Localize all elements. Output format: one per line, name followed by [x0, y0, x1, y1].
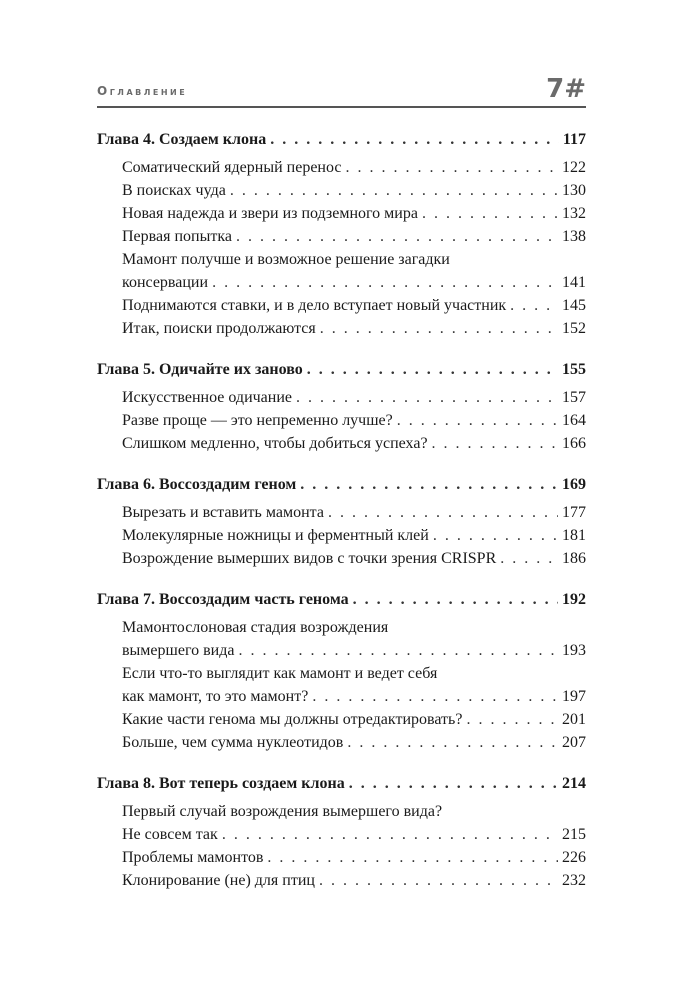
- toc-entry[interactable]: [122, 708, 586, 731]
- dot-leader: [236, 225, 558, 248]
- entry-page: 186: [562, 550, 586, 567]
- toc-entry[interactable]: [122, 846, 586, 869]
- entry-page: 138: [562, 228, 586, 245]
- toc-entry[interactable]: [122, 524, 586, 547]
- toc-entry[interactable]: [122, 800, 586, 846]
- chapter-page: 169: [562, 476, 586, 493]
- toc-entry[interactable]: [122, 248, 586, 294]
- entry-page: 130: [562, 182, 586, 199]
- entry-title: Слишком медленно, чтобы добиться успеха?: [122, 435, 428, 452]
- entry-title: Не совсем так: [122, 826, 218, 843]
- page-number: 7#: [546, 74, 586, 104]
- toc-entry[interactable]: [122, 432, 586, 455]
- entry-title: Итак, поиски продолжаются: [122, 320, 316, 337]
- toc-entry[interactable]: [122, 156, 586, 179]
- chapter-block: [97, 473, 586, 570]
- toc-entry[interactable]: [122, 869, 586, 892]
- dot-leader: [328, 501, 558, 524]
- entry-title: Какие части генома мы должны отредактировать?: [122, 711, 463, 728]
- chapter-block: [97, 128, 586, 340]
- entry-title: Больше, чем сумма нуклеотидов: [122, 734, 344, 751]
- table-of-contents: [97, 128, 586, 910]
- chapter-page: 192: [562, 591, 586, 608]
- entry-title: Соматический ядерный перенос: [122, 159, 342, 176]
- entry-title: Поднимаются ставки, и в дело вступает новый участник: [122, 297, 507, 314]
- entry-page: 232: [562, 872, 586, 889]
- entry-title: Возрождение вымерших видов с точки зрения CRISPR: [122, 550, 497, 567]
- toc-entry[interactable]: [122, 662, 586, 708]
- page-header: [97, 66, 586, 108]
- entry-title: Первая попытка: [122, 228, 232, 245]
- toc-entry[interactable]: [122, 294, 586, 317]
- entry-title: вымершего вида: [122, 642, 235, 659]
- entry-title-line1: Первый случай возрождения вымершего вида?: [122, 803, 443, 820]
- entry-page: 207: [562, 734, 586, 751]
- dot-leader: [345, 156, 558, 179]
- dot-leader: [500, 547, 558, 570]
- toc-entry[interactable]: [122, 179, 586, 202]
- chapter-title: Глава 7. Воссоздадим часть генома: [97, 591, 349, 608]
- dot-leader: [267, 846, 558, 869]
- entry-page: 197: [562, 688, 586, 705]
- toc-entry[interactable]: [122, 202, 586, 225]
- dot-leader: [397, 409, 558, 432]
- dot-leader: [312, 685, 558, 708]
- dot-leader: [300, 473, 558, 496]
- chapter-block: [97, 588, 586, 754]
- entry-page: 201: [562, 711, 586, 728]
- dot-leader: [296, 386, 558, 409]
- dot-leader: [466, 708, 558, 731]
- entry-page: 226: [562, 849, 586, 866]
- entry-title: Проблемы мамонтов: [122, 849, 264, 866]
- entry-page: 122: [562, 159, 586, 176]
- dot-leader: [212, 271, 558, 294]
- toc-entry[interactable]: [122, 225, 586, 248]
- dot-leader: [320, 317, 558, 340]
- entry-title: Разве проще — это непременно лучше?: [122, 412, 393, 429]
- entry-title-line1: Мамонтослоновая стадия возрождения: [122, 619, 389, 636]
- chapter-heading[interactable]: [97, 772, 586, 795]
- entry-page: 152: [562, 320, 586, 337]
- entry-page: 181: [562, 527, 586, 544]
- entry-page: 177: [562, 504, 586, 521]
- entry-page: 193: [562, 642, 586, 659]
- entry-page: 141: [562, 274, 586, 291]
- entry-title-line1: Если что-то выглядит как мамонт и ведет себя: [122, 665, 438, 682]
- entry-title: Клонирование (не) для птиц: [122, 872, 315, 889]
- toc-entry[interactable]: [122, 386, 586, 409]
- toc-entry[interactable]: [122, 409, 586, 432]
- toc-entry[interactable]: [122, 501, 586, 524]
- chapter-block: [97, 772, 586, 892]
- chapter-heading[interactable]: [97, 588, 586, 611]
- entry-page: 145: [562, 297, 586, 314]
- dot-leader: [270, 128, 559, 151]
- dot-leader: [432, 432, 558, 455]
- dot-leader: [433, 524, 558, 547]
- chapter-title: Глава 8. Вот теперь создаем клона: [97, 775, 345, 792]
- toc-entry[interactable]: [122, 317, 586, 340]
- entry-page: 157: [562, 389, 586, 406]
- toc-entry[interactable]: [122, 731, 586, 754]
- entry-page: 164: [562, 412, 586, 429]
- entry-title: Вырезать и вставить мамонта: [122, 504, 324, 521]
- entry-title: Молекулярные ножницы и ферментный клей: [122, 527, 429, 544]
- dot-leader: [347, 731, 558, 754]
- toc-entry[interactable]: [122, 547, 586, 570]
- entry-page: 132: [562, 205, 586, 222]
- entry-title: Искусственное одичание: [122, 389, 292, 406]
- entry-title: Новая надежда и звери из подземного мира: [122, 205, 418, 222]
- chapter-heading[interactable]: [97, 358, 586, 381]
- dot-leader: [349, 772, 558, 795]
- dot-leader: [422, 202, 558, 225]
- entry-page: 166: [562, 435, 586, 452]
- running-header-title: Оглавление: [97, 84, 188, 98]
- entry-title: консервации: [122, 274, 209, 291]
- chapter-title: Глава 5. Одичайте их заново: [97, 361, 303, 378]
- chapter-heading[interactable]: [97, 128, 586, 151]
- entry-title: В поисках чуда: [122, 182, 226, 199]
- chapter-page: 117: [562, 131, 586, 148]
- dot-leader: [510, 294, 558, 317]
- entry-title-line1: Мамонт получше и возможное решение загадки: [122, 251, 450, 268]
- dot-leader: [238, 639, 558, 662]
- chapter-heading[interactable]: [97, 473, 586, 496]
- entry-title: как мамонт, то это мамонт?: [122, 688, 309, 705]
- chapter-page: 214: [562, 775, 586, 792]
- dot-leader: [222, 823, 558, 846]
- chapter-title: Глава 6. Воссоздадим геном: [97, 476, 297, 493]
- dot-leader: [319, 869, 558, 892]
- toc-entry[interactable]: [122, 616, 586, 662]
- entry-page: 215: [562, 826, 586, 843]
- chapter-block: [97, 358, 586, 455]
- chapter-page: 155: [562, 361, 586, 378]
- chapter-title: Глава 4. Создаем клона: [97, 131, 267, 148]
- dot-leader: [307, 358, 558, 381]
- dot-leader: [230, 179, 558, 202]
- dot-leader: [353, 588, 558, 611]
